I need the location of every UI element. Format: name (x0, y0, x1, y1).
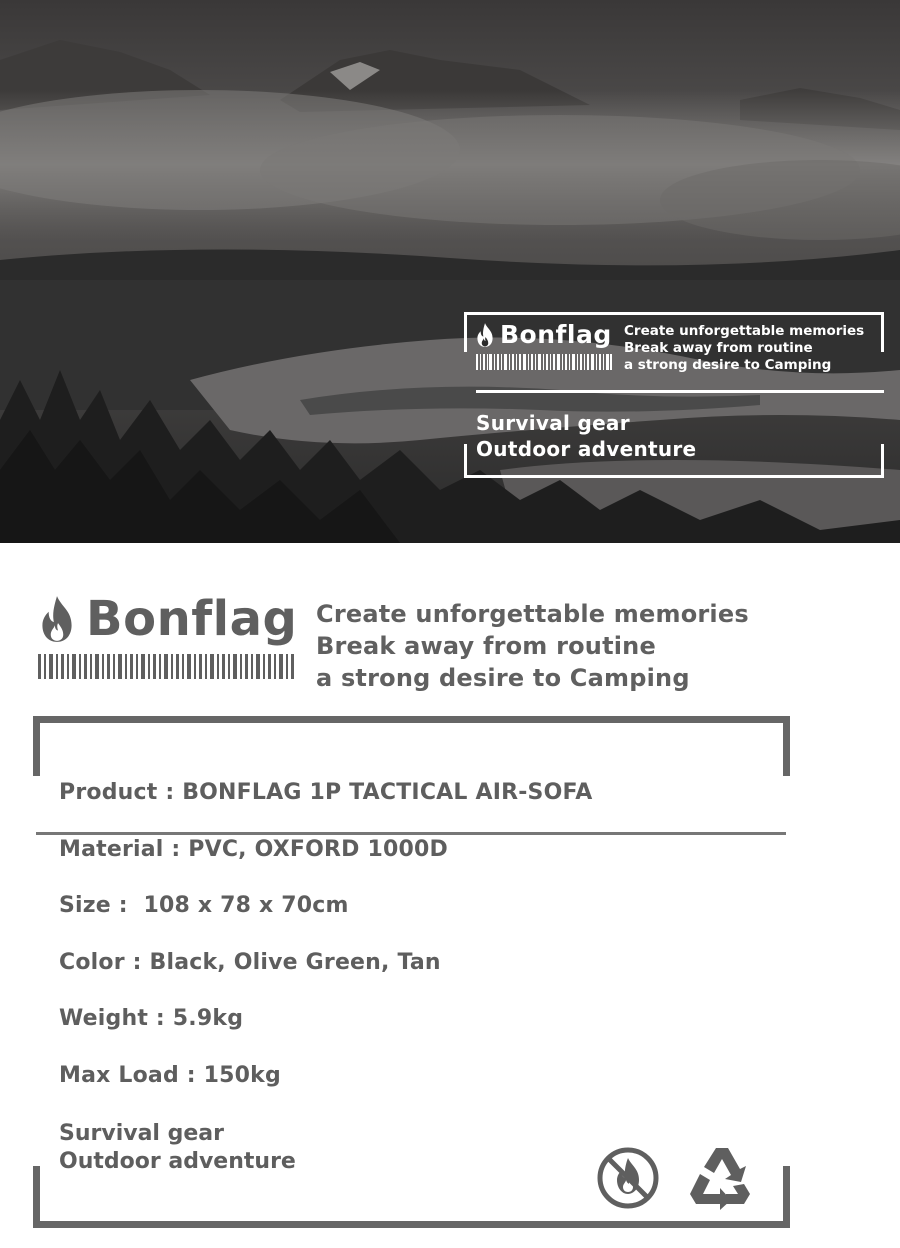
hero-subtitle-line: Outdoor adventure (476, 437, 697, 461)
spec-value: PVC, OXFORD 1000D (188, 837, 448, 862)
brand-header (36, 590, 866, 700)
tagline-line: Create unforgettable memories (316, 600, 749, 628)
spec-max-load (59, 1063, 281, 1088)
spec-value: Black, Olive Green, Tan (149, 950, 441, 975)
spec-color (59, 950, 441, 975)
spec-divider (36, 832, 786, 835)
hero-tagline-line: Break away from routine (624, 340, 813, 356)
spec-frame-bottom (33, 1166, 790, 1228)
flame-icon (474, 322, 496, 348)
brand-tagline (316, 598, 749, 694)
tagline-line: a strong desire to Camping (316, 664, 690, 692)
spec-product (59, 780, 592, 805)
spec-material (59, 837, 448, 862)
footer-subtitle-line: Survival gear (59, 1121, 224, 1146)
flame-icon (36, 594, 78, 644)
spec-value: BONFLAG 1P TACTICAL AIR-SOFA (182, 780, 593, 805)
spec-value: 108 x 78 x 70cm (135, 893, 349, 918)
spec-size (59, 893, 349, 918)
hero-subtitle-line: Survival gear (476, 411, 630, 435)
hero-divider (476, 390, 884, 393)
hero-logo (474, 320, 612, 349)
spec-frame-top (33, 716, 790, 776)
brand-name: Bonflag (86, 591, 298, 647)
hero-brand-card (464, 312, 884, 480)
hero-frame-bottom (464, 444, 884, 478)
spec-key: Weight : (59, 1006, 173, 1031)
spec-value: 150kg (203, 1063, 281, 1088)
hero-brand-name: Bonflag (500, 320, 612, 349)
spec-key: Material : (59, 837, 188, 862)
brand-logo (36, 590, 297, 648)
spec-key: Product : (59, 780, 182, 805)
hero-tagline-line: Create unforgettable memories (624, 323, 865, 339)
hero-tagline-line: a strong desire to Camping (624, 357, 832, 373)
footer-subtitle-line: Outdoor adventure (59, 1149, 296, 1174)
spec-value: 5.9kg (172, 1006, 244, 1031)
hero-banner (0, 0, 900, 543)
tagline-line: Break away from routine (316, 632, 656, 660)
spec-key: Max Load : (59, 1063, 204, 1088)
spec-key: Color : (59, 950, 149, 975)
hero-tagline (624, 323, 864, 374)
hero-barcode (476, 354, 612, 370)
barcode (38, 654, 296, 679)
spec-weight (59, 1006, 243, 1031)
spec-key: Size : (59, 893, 136, 918)
